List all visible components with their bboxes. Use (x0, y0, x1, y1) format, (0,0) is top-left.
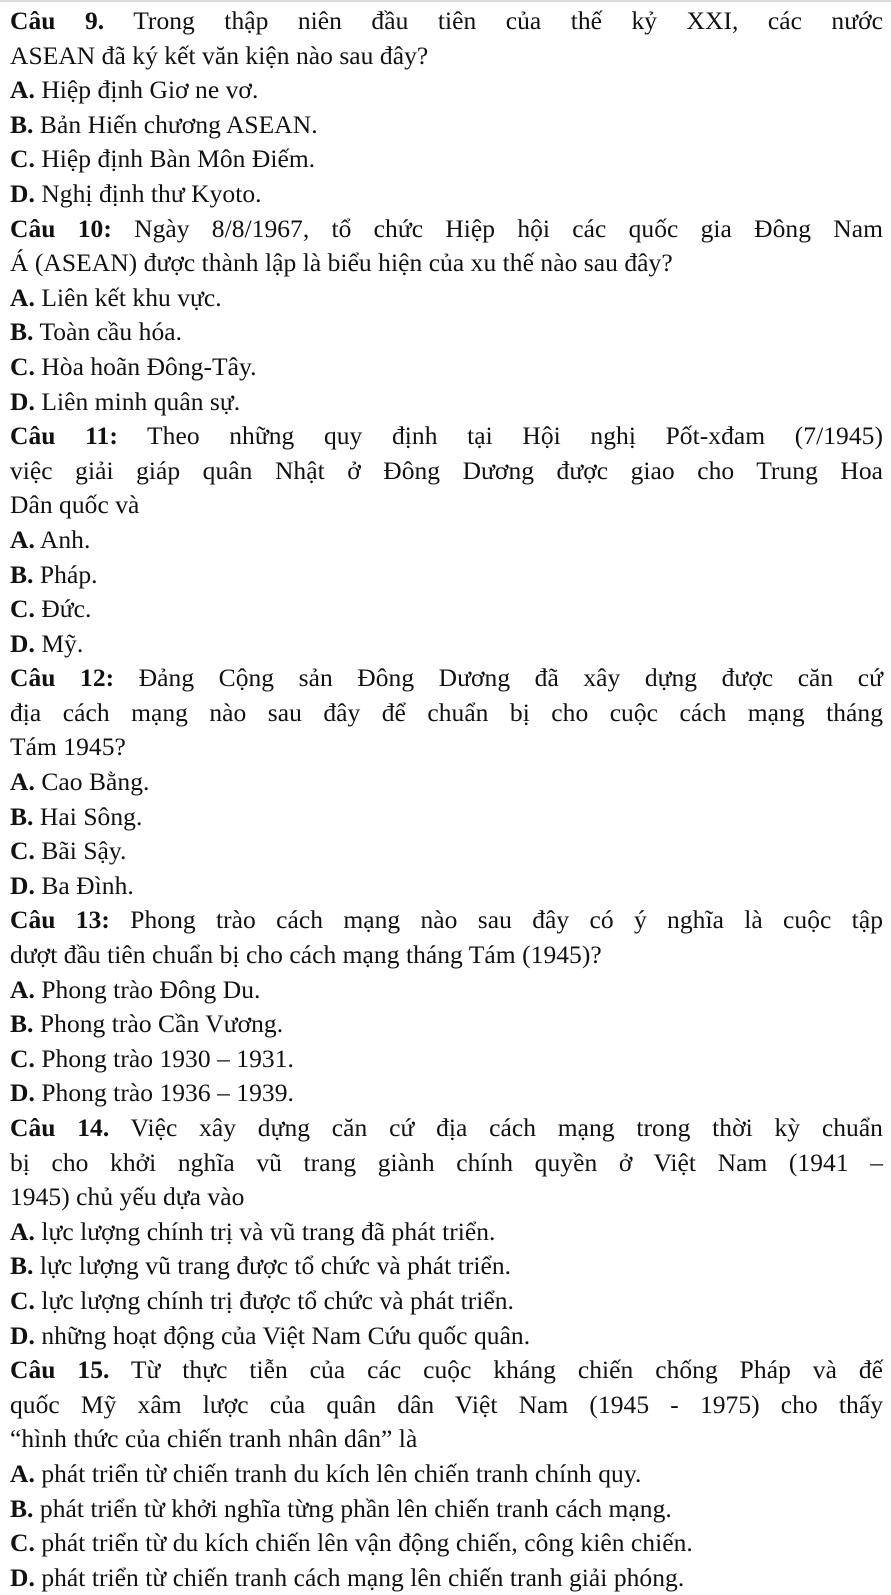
question-text: quốc Mỹ xâm lược của quân dân Việt Nam (1945 - 1975) cho thấy (10, 1389, 883, 1419)
option-text: phát triển từ du kích chiến lên vận động chiến, công kiên chiến. (41, 1528, 693, 1558)
question-label: Câu 9. (10, 6, 105, 35)
question-text: 1945) chủ yếu dựa vào (10, 1182, 245, 1212)
answer-option-d[interactable] (10, 385, 883, 420)
option-label: C. (10, 1285, 35, 1315)
option-text: Liên minh quân sự. (41, 386, 241, 416)
answer-option-a[interactable] (10, 973, 883, 1008)
answer-option-a[interactable] (10, 1457, 883, 1492)
question-label: Câu 13: (10, 905, 110, 935)
question-text: ASEAN đã ký kết văn kiện nào sau đây? (10, 40, 429, 70)
answer-option-d[interactable] (10, 177, 883, 212)
answer-option-c[interactable] (10, 1526, 883, 1561)
option-text: Hiệp định Giơ ne vơ. (41, 75, 259, 105)
question-text: Phong trào cách mạng nào sau đây có ý nghĩa là cuộc tập (130, 905, 883, 935)
option-text: Cao Bằng. (41, 767, 150, 797)
option-label: D. (10, 1562, 35, 1592)
question-14 (10, 1111, 883, 1353)
question-stem-line (10, 488, 883, 523)
answer-option-c[interactable] (10, 142, 883, 177)
option-label: C. (10, 836, 35, 866)
option-label: D. (10, 178, 35, 208)
option-text: Bản Hiến chương ASEAN. (39, 109, 318, 139)
option-text: Toàn cầu hóa. (39, 317, 183, 347)
question-text: Ngày 8/8/1967, tổ chức Hiệp hội các quốc gia Đông Nam (134, 213, 883, 243)
answer-option-b[interactable] (10, 1249, 883, 1284)
question-text: Dân quốc và (10, 490, 140, 520)
option-label: B. (10, 1251, 34, 1281)
question-stem-line (10, 246, 883, 281)
option-text: Hai Sông. (39, 801, 143, 831)
option-text: Hiệp định Bàn Môn Điếm. (41, 144, 316, 174)
option-label: B. (10, 109, 34, 139)
answer-option-c[interactable] (10, 1284, 883, 1319)
question-label: Câu 10: (10, 213, 112, 243)
question-10 (10, 212, 883, 420)
answer-option-c[interactable] (10, 592, 883, 627)
question-stem-line (10, 1111, 883, 1146)
answer-option-d[interactable] (10, 1076, 883, 1111)
question-stem-line (10, 938, 883, 973)
option-label: A. (10, 974, 35, 1004)
option-text: phát triển từ chiến tranh du kích lên chiến tranh chính quy. (41, 1458, 642, 1488)
option-text: những hoạt động của Việt Nam Cứu quốc quân. (41, 1320, 531, 1350)
question-stem-line (10, 454, 883, 489)
question-stem-line (10, 696, 883, 731)
answer-option-a[interactable] (10, 1215, 883, 1250)
option-label: B. (10, 1493, 34, 1523)
option-label: A. (10, 767, 35, 797)
option-text: Anh. (39, 524, 91, 554)
question-text: Từ thực tiễn của các cuộc kháng chiến chống Pháp và đế (130, 1355, 884, 1385)
answer-option-c[interactable] (10, 834, 883, 869)
answer-option-b[interactable] (10, 558, 883, 593)
option-text: Mỹ. (41, 628, 84, 658)
option-text: lực lượng chính trị được tổ chức và phát triển. (41, 1285, 514, 1315)
option-label: A. (10, 75, 35, 105)
answer-option-b[interactable] (10, 1492, 883, 1527)
option-text: Đức. (41, 594, 92, 624)
question-text: Trong thập niên đầu tiên của thế kỷ XXI, các nước (133, 6, 884, 35)
option-text: Hòa hoãn Đông-Tây. (41, 351, 257, 381)
option-label: B. (10, 559, 34, 589)
question-stem-line (10, 1180, 883, 1215)
option-label: C. (10, 1043, 35, 1073)
answer-option-b[interactable] (10, 315, 883, 350)
question-text: Theo những quy định tại Hội nghị Pốt-xđam (7/1945) (147, 421, 883, 451)
question-text: Việc xây dựng căn cứ địa cách mạng trong thời kỳ chuẩn (130, 1113, 883, 1142)
option-label: D. (10, 1320, 35, 1350)
option-label: A. (10, 524, 35, 554)
answer-option-a[interactable] (10, 765, 883, 800)
question-text: Đảng Cộng sản Đông Dương đã xây dựng được căn cứ (138, 663, 883, 693)
option-text: phát triển từ chiến tranh cách mạng lên chiến tranh giải phóng. (41, 1562, 685, 1592)
answer-option-b[interactable] (10, 800, 883, 835)
question-text: “hình thức của chiến tranh nhân dân” là (10, 1424, 418, 1454)
question-15 (10, 1353, 883, 1595)
option-text: Phong trào Cần Vương. (39, 1009, 284, 1039)
option-label: C. (10, 1528, 35, 1558)
question-stem-line (10, 1422, 883, 1457)
answer-option-d[interactable] (10, 1319, 883, 1354)
option-label: C. (10, 594, 35, 624)
option-text: lực lượng chính trị và vũ trang đã phát triển. (41, 1216, 496, 1246)
option-label: D. (10, 870, 35, 900)
option-text: Phong trào 1936 – 1939. (41, 1078, 294, 1108)
option-text: Bãi Sậy. (41, 836, 127, 866)
answer-option-a[interactable] (10, 523, 883, 558)
question-label: Câu 11: (10, 421, 118, 451)
question-12 (10, 661, 883, 903)
option-text: lực lượng vũ trang được tổ chức và phát triển. (39, 1251, 512, 1281)
option-text: Ba Đình. (41, 870, 134, 900)
option-label: C. (10, 351, 35, 381)
question-11 (10, 419, 883, 661)
option-label: A. (10, 1458, 35, 1488)
answer-option-a[interactable] (10, 73, 883, 108)
option-label: D. (10, 386, 35, 416)
question-stem-line (10, 212, 883, 247)
answer-option-a[interactable] (10, 281, 883, 316)
question-13 (10, 903, 883, 1111)
option-label: A. (10, 282, 35, 312)
question-text: địa cách mạng nào sau đây để chuẩn bị cho cuộc cách mạng tháng (10, 697, 883, 727)
option-label: B. (10, 801, 34, 831)
question-9 (10, 4, 883, 212)
question-stem-line (10, 661, 883, 696)
question-label: Câu 12: (10, 663, 115, 693)
answer-option-d[interactable] (10, 1561, 883, 1595)
question-stem-line (10, 1388, 883, 1423)
option-label: B. (10, 1009, 34, 1039)
option-text: Phong trào Đông Du. (41, 974, 261, 1004)
answer-option-b[interactable] (10, 108, 883, 143)
option-label: D. (10, 628, 35, 658)
option-text: Phong trào 1930 – 1931. (41, 1043, 294, 1073)
question-stem-line (10, 1353, 883, 1388)
option-label: C. (10, 144, 35, 174)
question-stem-line (10, 903, 883, 938)
question-stem-line (10, 1146, 883, 1181)
option-text: phát triển từ khởi nghĩa từng phần lên chiến tranh cách mạng. (39, 1493, 672, 1523)
question-text: việc giải giáp quân Nhật ở Đông Dương được giao cho Trung Hoa (10, 455, 883, 485)
option-label: B. (10, 317, 34, 347)
question-stem-line (10, 4, 883, 39)
question-text: Á (ASEAN) được thành lập là biểu hiện của xu thế nào sau đây? (10, 248, 673, 278)
question-stem-line (10, 730, 883, 765)
question-text: bị cho khởi nghĩa vũ trang giành chính quyền ở Việt Nam (1941 – (10, 1147, 883, 1177)
question-label: Câu 14. (10, 1113, 110, 1142)
answer-option-d[interactable] (10, 869, 883, 904)
question-stem-line (10, 419, 883, 454)
option-label: D. (10, 1078, 35, 1108)
question-label: Câu 15. (10, 1355, 110, 1385)
question-text: Tám 1945? (10, 732, 126, 762)
question-stem-line (10, 39, 883, 74)
answer-option-c[interactable] (10, 350, 883, 385)
answer-option-c[interactable] (10, 1042, 883, 1077)
question-text: dượt đầu tiên chuẩn bị cho cách mạng tháng Tám (1945)? (10, 940, 602, 970)
option-text: Nghị định thư Kyoto. (41, 178, 262, 208)
option-label: A. (10, 1216, 35, 1246)
option-text: Pháp. (39, 559, 98, 589)
answer-option-d[interactable] (10, 627, 883, 662)
option-text: Liên kết khu vực. (41, 282, 222, 312)
answer-option-b[interactable] (10, 1007, 883, 1042)
